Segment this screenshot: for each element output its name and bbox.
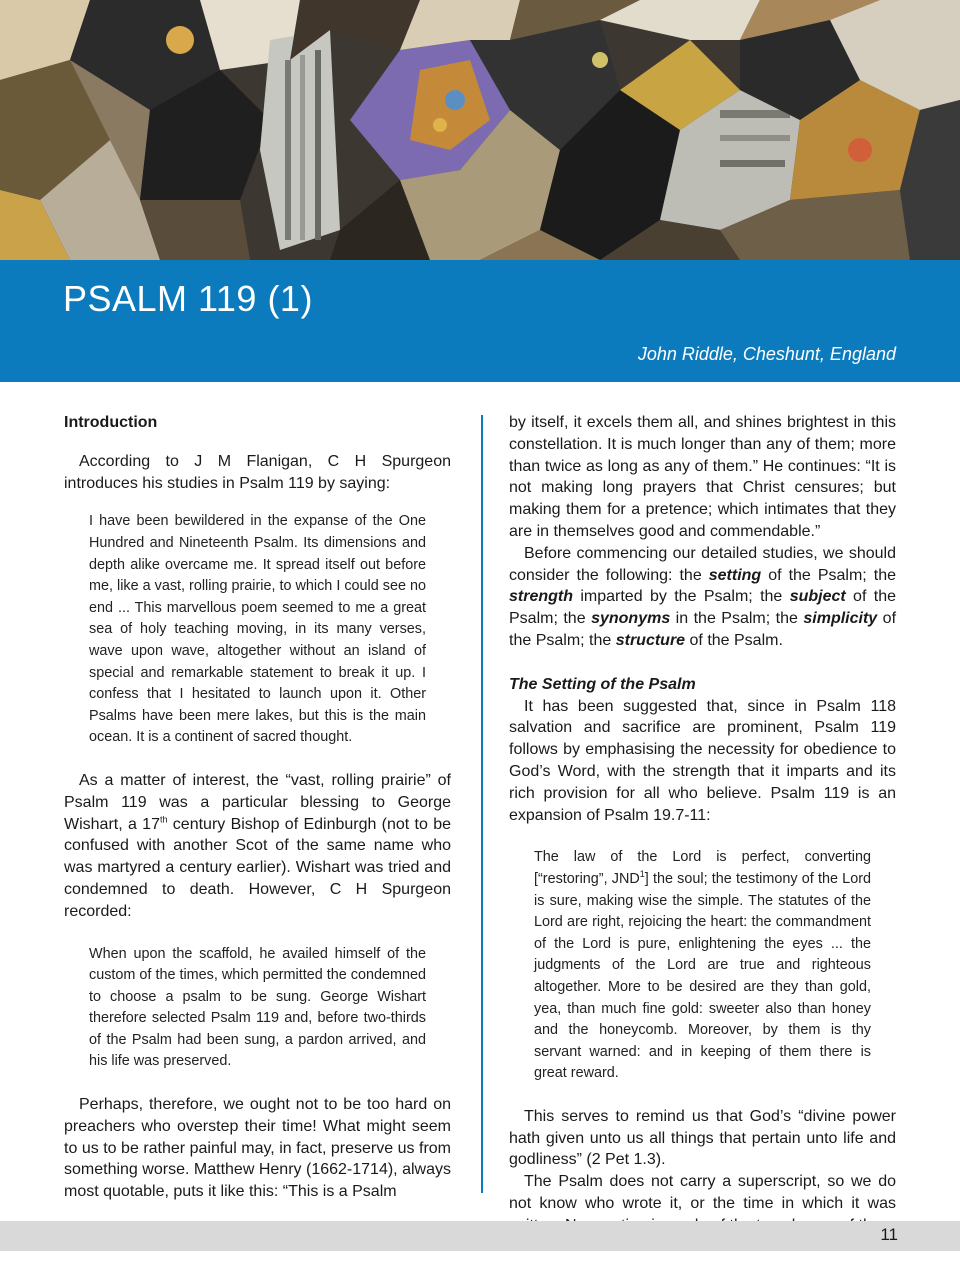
section-heading-setting: The Setting of the Psalm bbox=[509, 675, 696, 693]
paragraph: by itself, it excels them all, and shines brightest in this constellation. It is much longer than any of them; more than twice as long as any of them.” He continues: “It is not making long prayers that Christ censures; but making them for a pretence; which intimates that they are in themselves good and commendable.” bbox=[509, 414, 896, 540]
paragraph: According to J M Flanigan, C H Spurgeon introduces his studies in Psalm 119 by saying: bbox=[64, 452, 451, 492]
paragraph: Before commencing our detailed studies, we should consider the following: the setting of the Psalm; the strength imparted by the Psalm; the subject of the Psalm; the synonyms in the Psalm; the simplicity of the Psalm; the structure of the Psalm. bbox=[509, 544, 897, 649]
column-divider bbox=[481, 415, 483, 1193]
block-quote: The law of the Lord is perfect, converting [“restoring”, JND$^1$] the soul; the testimony of the Lord is sure, making wise the simple. The statutes of the Lord are right, rejoicing the heart: the commandment of the Lord is pure, enlightening the eyes ... the judgments of the Lord are true and righteous altogether. More to be desired are they than gold, yea, than much fine gold: sweeter also than honey and the honeycomb. Moreover, by them is thy servant warned: and in keeping of them there is great reward. bbox=[534, 849, 871, 1082]
block-quote: I have been bewildered in the expanse of the One Hundred and Nineteenth Psalm. Its dimensions and depth alike overcame me. It spread itself out before me, like a vast, rolling prairie, to which I could see no end ... This marvellous poem seemed to me a great sea of holy teaching moving, in its many verses, wave upon wave, altogether without an island of special and remarkable statement to break it up. I confess that I hesitated to launch upon it. Other Psalms have been mere lakes, but this is the main ocean. It is a continent of sacred thought. bbox=[89, 513, 426, 746]
block-quote: When upon the scaffold, he availed himself of the custom of the times, which permitted the condemned to choose a psalm to be sung. George Wishart therefore selected Psalm 119 and, before two-thirds of the Psalm had been sung, a pardon arrived, and his life was preserved. bbox=[89, 945, 426, 1070]
paragraph: The Psalm does not carry a superscript, so we do not know who wrote it, or the time in which it was bbox=[509, 1173, 896, 1213]
footer-bar bbox=[0, 1221, 960, 1251]
paragraph: As a matter of interest, the “vast, rolling prairie” of Psalm 119 was a particular blessing to George Wishart, a 17th century Bishop of Edinburgh (not to be confused with another Scot of the same name who was martyred a century earlier). Wishart was tried and condemned to death. However, C H Spurgeon recorded: bbox=[64, 771, 451, 920]
mineral-crystal-photo bbox=[0, 0, 960, 260]
paragraph: This serves to remind us that God’s “divine power hath given unto us all things that pertain unto life and godliness” (2 Pet 1.3). bbox=[509, 1107, 896, 1169]
section-heading-introduction: Introduction bbox=[64, 414, 158, 431]
right-column bbox=[509, 412, 896, 1237]
title-band bbox=[0, 260, 960, 382]
article-title: PSALM 119 (1) bbox=[63, 278, 313, 319]
article-author: John Riddle, Cheshunt, England bbox=[637, 344, 896, 364]
left-column bbox=[64, 412, 451, 1203]
paragraph: It has been suggested that, since in Psalm 118 salvation and sacrifice are prominent, Psalm 119 follows by emphasising the necessity for obedience to God’s Word, with the strength that it imparts and its rich provision for all who believe. Psalm 119 is an expansion of Psalm 19.7-11: bbox=[509, 697, 896, 824]
paragraph: Perhaps, therefore, we ought not to be too hard on preachers who overstep their time! What might seem to us to be rather painful may, in fact, preserve us from something worse. Matthew Henry (1662-1714), always most quotable, puts it like this: “This is a Psalm bbox=[64, 1096, 451, 1201]
page-number: 11 bbox=[880, 1225, 898, 1244]
header-image bbox=[0, 0, 960, 260]
